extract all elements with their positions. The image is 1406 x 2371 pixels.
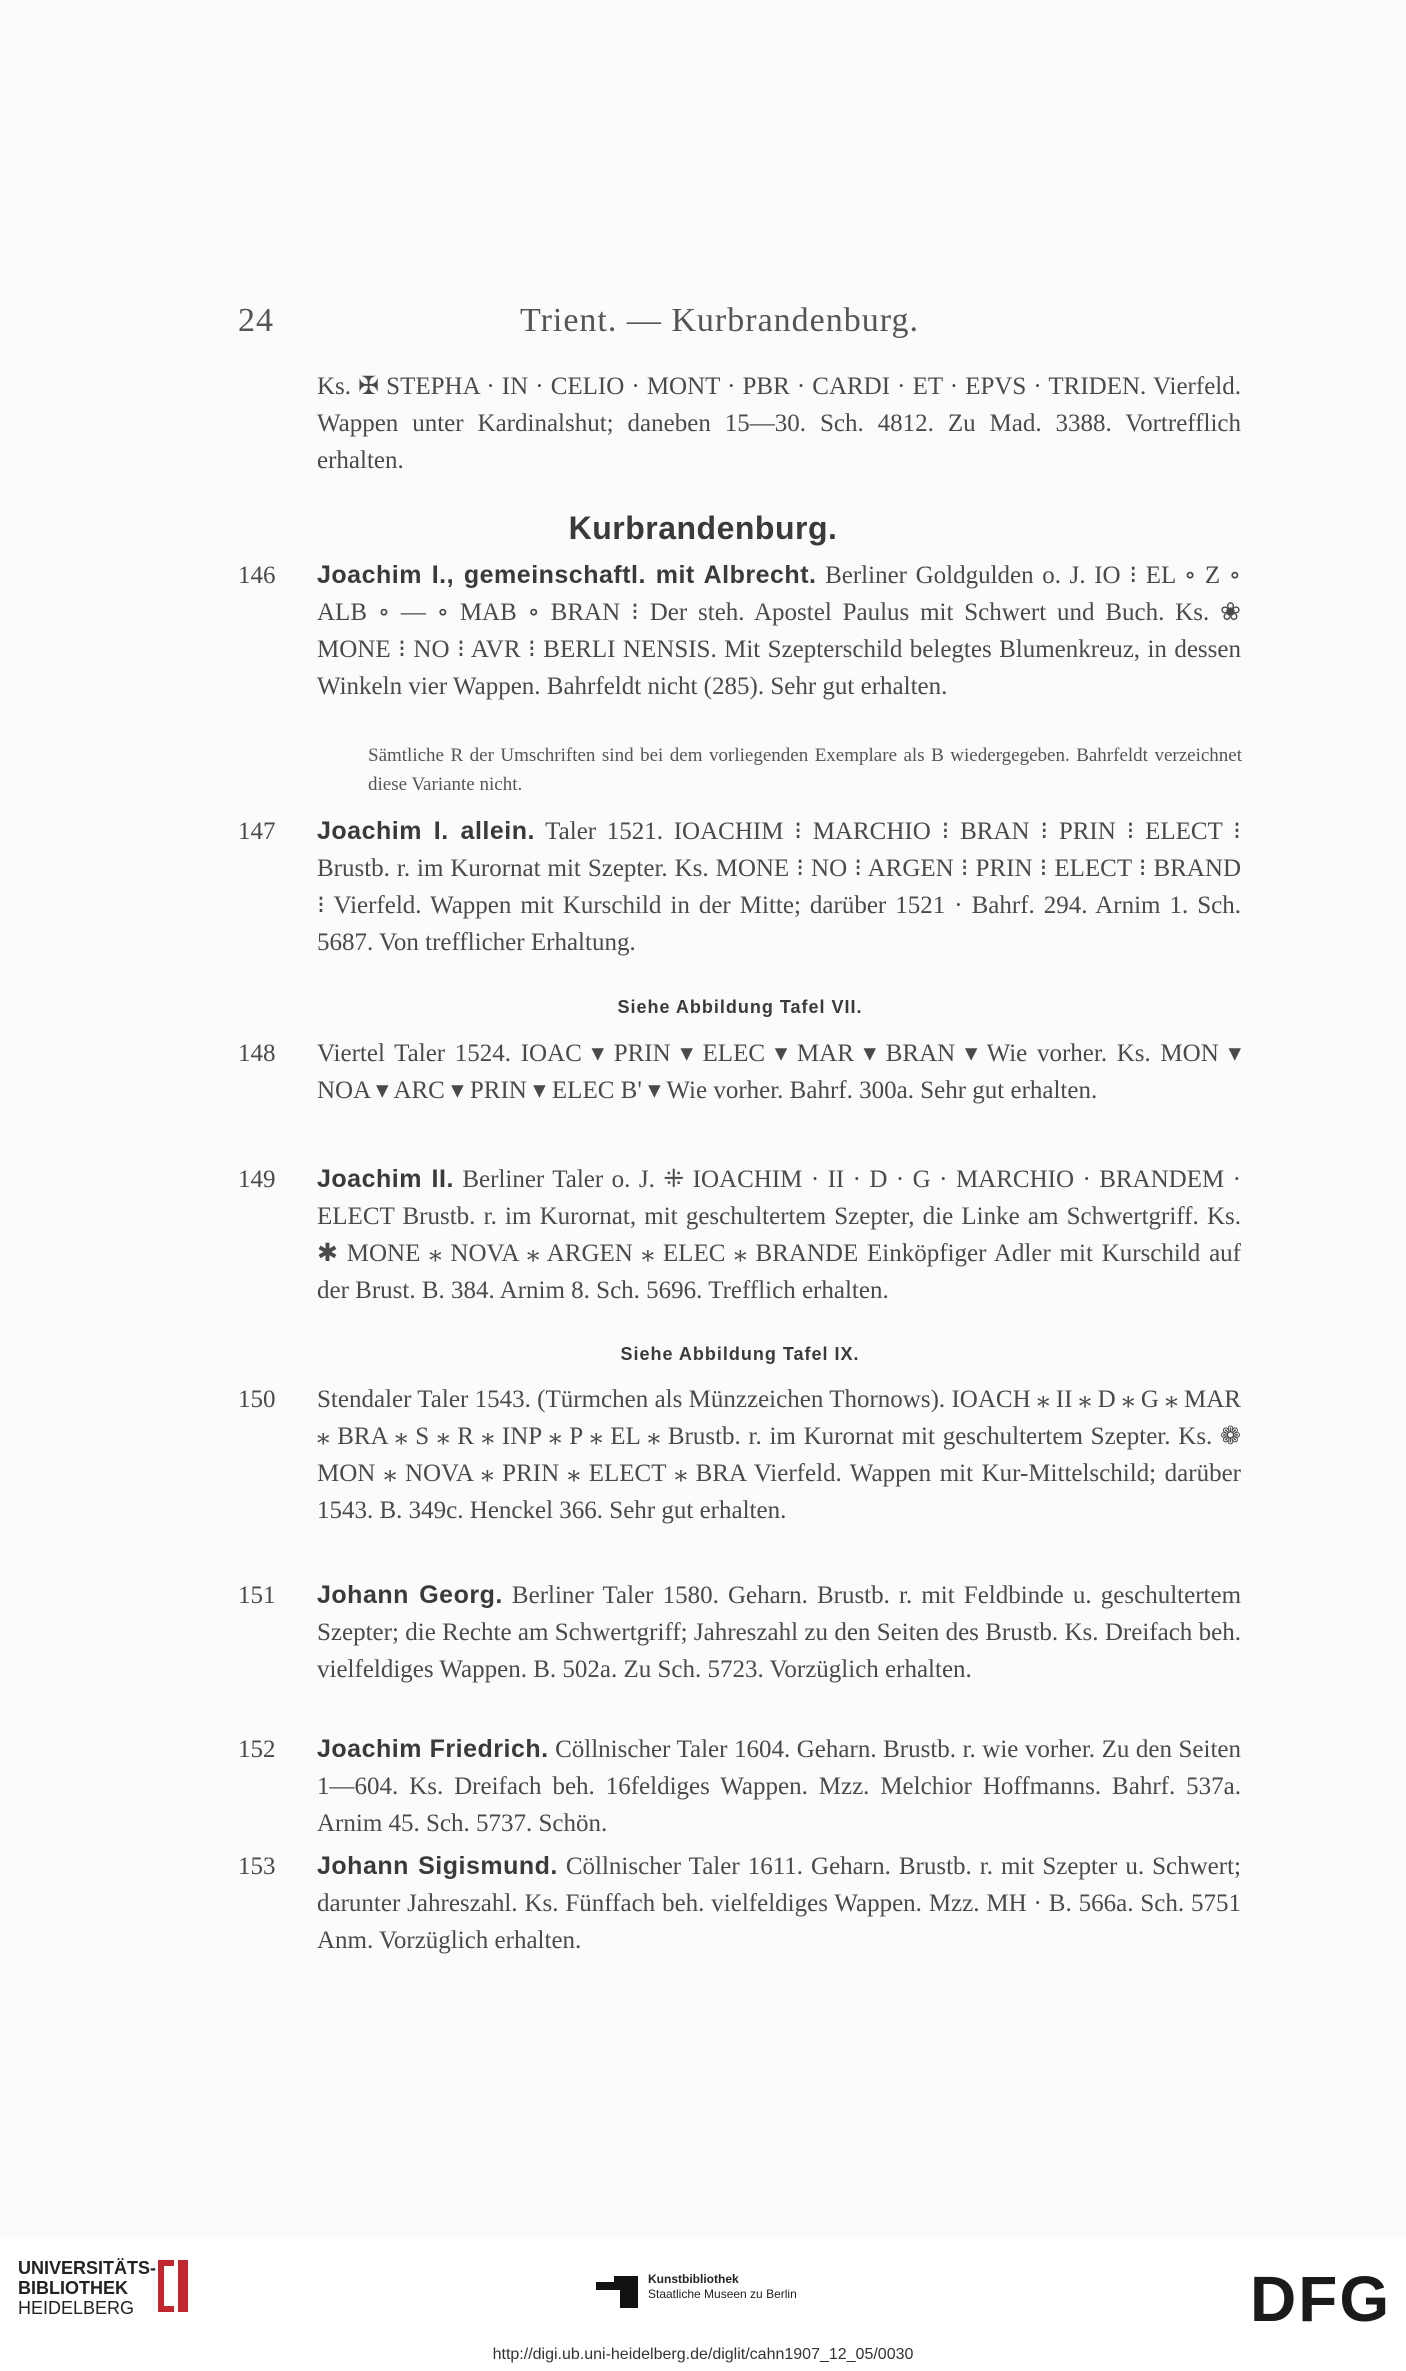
entry-number: 148 [238, 1040, 276, 1067]
entry-number: 153 [238, 1853, 276, 1880]
kb-line-1: Kunstbibliothek [648, 2272, 739, 2286]
entry-number: 147 [238, 818, 276, 845]
entry-name: Joachim I. allein. [317, 817, 535, 845]
entry-number: 146 [238, 562, 276, 589]
entry-text: Berliner Goldgulden o. J. IO ⁝ EL ∘ Z ∘ ALB ∘ — ∘ MAB ∘ BRAN ⁝ Der steh. Apostel Paulus mit Schwert und Buch. Ks. ❀ MONE ⁝ NO ⁝ AVR ⁝ BERLI NENSIS. Mit Szepterschild belegtes Blumenkreuz, in dessen Winkeln vier Wappen. Bahrfeldt nicht (285). Sehr gut erhalten. [317, 562, 1241, 700]
entry-text: Cöllnischer Taler 1611. Geharn. Brustb. r. mit Szepter u. Schwert; darunter Jahreszahl. Ks. Fünffach beh. vielfeldiges Wappen. Mzz. MH · B. 566a. Sch. 5751 Anm. Vorzüglich erhalten. [317, 1853, 1241, 1954]
section-heading: Kurbrandenburg. [568, 510, 838, 546]
kunstbibliothek-icon [594, 2272, 640, 2312]
entry-name: Joachim I., gemeinschaftl. mit Albrecht. [317, 561, 817, 589]
entry-number: 149 [238, 1166, 276, 1193]
kunstbibliothek-logo[interactable] [648, 2272, 797, 2302]
ub-line-2: BIBLIOTHEK [18, 2278, 128, 2298]
entry-number: 150 [238, 1386, 276, 1413]
continuation-text [317, 368, 1241, 479]
figure-reference-149: Siehe Abbildung Tafel IX. [620, 1344, 860, 1364]
footnote-146: Sämtliche R der Umschriften sind bei dem vorliegenden Exemplare als B wiedergegeben. Bahrfeldt verzeichnet diese Variante nicht. [368, 745, 1242, 795]
entry-text: Stendaler Taler 1543. (Türmchen als Münzzeichen Thornows). IOACH ⁎ II ⁎ D ⁎ G ⁎ MAR ⁎ BRA ⁎ S ⁎ R ⁎ INP ⁎ P ⁎ EL ⁎ Brustb. r. im Kurornat mit geschultertem Szepter. Ks. ❁ MON ⁎ NOVA ⁎ PRIN ⁎ ELECT ⁎ BRA Vierfeld. Wappen mit Kur-Mittelschild; darüber 1543. B. 349c. Henckel 366. Sehr gut erhalten. [317, 1386, 1241, 1524]
ub-line-3: HEIDELBERG [18, 2298, 135, 2318]
entry-number: 152 [238, 1736, 276, 1763]
page-number: 24 [238, 302, 274, 339]
entry-text: Berliner Taler 1580. Geharn. Brustb. r. mit Feldbinde u. geschultertem Szepter; die Rechte am Schwertgriff; Jahreszahl zu den Seiten des Brustb. Ks. Dreifach beh. vielfeldiges Wappen. B. 502a. Zu Sch. 5723. Vorzüglich erhalten. [317, 1582, 1242, 1683]
dfg-logo[interactable]: DFG [1250, 2263, 1392, 2335]
running-title: Trient. — Kurbrandenburg. [520, 302, 919, 339]
permalink-url[interactable]: http://digi.ub.uni-heidelberg.de/diglit/cahn1907_12_05/0030 [492, 2346, 914, 2363]
ub-emblem-icon [148, 2256, 194, 2316]
figure-reference-147: Siehe Abbildung Tafel VII. [617, 997, 863, 1017]
ub-line-1: UNIVERSITÄTS- [18, 2258, 157, 2278]
continuation-paragraph: Ks. ✠ STEPHA · IN · CELIO · MONT · PBR · CARDI · ET · EPVS · TRIDEN. Vierfeld. Wappen unter Kardinalshut; daneben 15—30. Sch. 4812. Zu Mad. 3388. Vortrefflich erhalten. [317, 373, 1241, 474]
entry-text: Berliner Taler o. J. ⁜ IOACHIM · II · D · G · MARCHIO · BRANDEM · ELECT Brustb. r. im Kurornat, mit geschultertem Szepter, die Linke am Schwertgriff. Ks. ✱ MONE ⁎ NOVA ⁎ ARGEN ⁎ ELEC ⁎ BRANDE Einköpfiger Adler mit Kurschild auf der Brust. B. 384. Arnim 8. Sch. 5696. Trefflich erhalten. [317, 1166, 1241, 1304]
entry-text: Viertel Taler 1524. IOAC ▾ PRIN ▾ ELEC ▾ MAR ▾ BRAN ▾ Wie vorher. Ks. MON ▾ NOA ▾ ARC ▾ PRIN ▾ ELEC B' ▾ Wie vorher. Bahrf. 300a. Sehr gut erhalten. [317, 1040, 1241, 1104]
entry-name: Johann Georg. [317, 1581, 503, 1609]
entry-name: Johann Sigismund. [317, 1852, 558, 1880]
entry-text: Taler 1521. IOACHIM ⁝ MARCHIO ⁝ BRAN ⁝ PRIN ⁝ ELECT ⁝ Brustb. r. im Kurornat mit Szepter. Ks. MONE ⁝ NO ⁝ ARGEN ⁝ PRIN ⁝ ELECT ⁝ BRAND ⁝ Vierfeld. Wappen mit Kurschild in der Mitte; darüber 1521 · Bahrf. 294. Arnim 1. Sch. 5687. Von trefflicher Erhaltung. [317, 818, 1241, 956]
kb-line-2: Staatliche Museen zu Berlin [648, 2287, 797, 2301]
entry-text: Cöllnischer Taler 1604. Geharn. Brustb. r. wie vorher. Zu den Seiten 1—604. Ks. Dreifach beh. 16feldiges Wappen. Mzz. Melchior Hoffmanns. Bahrf. 537a. Arnim 45. Sch. 5737. Schön. [317, 1736, 1241, 1837]
entry-name: Joachim II. [317, 1165, 454, 1193]
entry-name: Joachim Friedrich. [317, 1735, 549, 1763]
entry-number: 151 [238, 1582, 276, 1609]
